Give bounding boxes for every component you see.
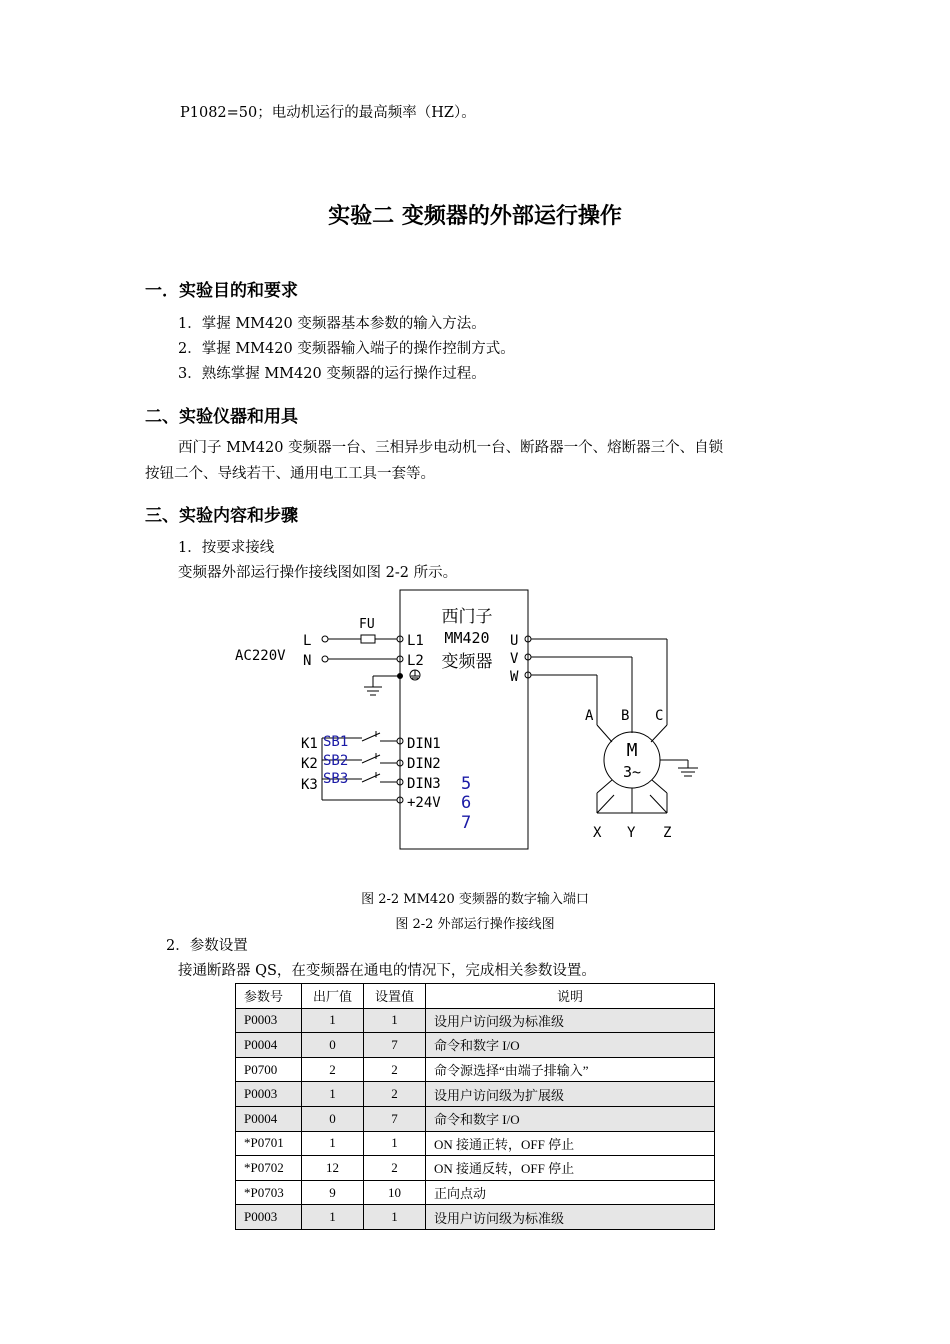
intro-line: P1082=50；电动机运行的最高频率（HZ）。 <box>180 105 476 121</box>
list-item: 2．掌握 MM420 变频器输入端子的操作控制方式。 <box>178 341 515 357</box>
motor-c: C <box>655 708 664 724</box>
motor-a: A <box>585 708 594 724</box>
table-cell: 2 <box>364 1156 426 1181</box>
table-cell: P0003 <box>236 1082 302 1107</box>
table-row <box>236 1082 715 1107</box>
table-cell: 命令源选择“由端子排输入” <box>426 1057 715 1082</box>
table-cell: 设用户访问级为标准级 <box>426 1205 715 1230</box>
ground-icon <box>410 670 420 680</box>
term-w: W <box>510 669 519 685</box>
page-title: 实验二 变频器的外部运行操作 <box>328 204 622 229</box>
k3-label: K3 <box>301 777 318 793</box>
din2-label: DIN2 <box>407 756 441 772</box>
inverter-label: MM420 <box>444 629 490 647</box>
table-header: 设置值 <box>364 984 426 1009</box>
motor-b: B <box>621 708 630 724</box>
plus24-label: +24V <box>407 795 441 811</box>
table-cell: 1 <box>302 1082 364 1107</box>
table-header: 参数号 <box>236 984 302 1009</box>
table-row <box>236 1008 715 1033</box>
table-cell: 1 <box>302 1205 364 1230</box>
table-cell: 2 <box>364 1082 426 1107</box>
paragraph-line: 按钮二个、导线若干、通用电工工具一套等。 <box>145 466 435 482</box>
table-cell: P0003 <box>236 1008 302 1033</box>
sb2-label: SB2 <box>323 753 349 769</box>
table-cell: *P0701 <box>236 1131 302 1156</box>
motor-x: X <box>593 825 602 841</box>
terminal-number: 6 <box>461 793 472 813</box>
table-header: 出厂值 <box>302 984 364 1009</box>
table-cell: 9 <box>302 1180 364 1205</box>
table-row <box>236 1180 715 1205</box>
term-v: V <box>510 651 519 667</box>
din1-label: DIN1 <box>407 736 441 752</box>
table-cell: 1 <box>364 1131 426 1156</box>
supply-label: AC220V <box>235 648 286 664</box>
table-cell: 10 <box>364 1180 426 1205</box>
table-cell: 设用户访问级为标准级 <box>426 1008 715 1033</box>
list-item: 3．熟练掌握 MM420 变频器的运行操作过程。 <box>178 366 486 382</box>
section3-heading: 三、实验内容和步骤 <box>145 506 298 526</box>
table-cell: ON 接通正转，OFF 停止 <box>426 1131 715 1156</box>
table-cell: 设用户访问级为扩展级 <box>426 1082 715 1107</box>
step1-description: 变频器外部运行操作接线图如图 2-2 所示。 <box>178 565 458 581</box>
table-cell: 2 <box>364 1057 426 1082</box>
table-cell: *P0702 <box>236 1156 302 1181</box>
motor-z: Z <box>663 825 672 841</box>
step1-label: 1．按要求接线 <box>178 540 275 556</box>
term-l1: L1 <box>407 633 424 649</box>
table-row <box>236 1205 715 1230</box>
motor-phase: 3~ <box>622 763 642 781</box>
inverter-label: 西门子 <box>441 607 493 627</box>
sb1-label: SB1 <box>323 734 349 750</box>
table-cell: 0 <box>302 1106 364 1131</box>
figure-caption: 图 2-2 MM420 变频器的数字输入端口 <box>361 892 589 907</box>
table-cell: 2 <box>302 1057 364 1082</box>
table-row <box>236 1106 715 1131</box>
table-cell: ON 接通反转，OFF 停止 <box>426 1156 715 1181</box>
table-cell: 1 <box>364 1205 426 1230</box>
motor-label: M <box>626 740 638 761</box>
inverter-label: 变频器 <box>441 652 493 672</box>
fuse-label: FU <box>359 617 375 632</box>
wiring-diagram <box>225 585 705 855</box>
table-cell: P0004 <box>236 1033 302 1058</box>
line-n-label: N <box>303 653 312 669</box>
terminal-number: 7 <box>461 813 472 833</box>
table-header-row <box>236 984 715 1009</box>
table-cell: 命令和数字 I/O <box>426 1106 715 1131</box>
table-cell: 1 <box>364 1008 426 1033</box>
sb3-label: SB3 <box>323 771 349 787</box>
table-row <box>236 1033 715 1058</box>
table-cell: P0004 <box>236 1106 302 1131</box>
fuse-icon <box>361 635 375 643</box>
step2-label: 2．参数设置 <box>166 938 248 954</box>
table-row <box>236 1131 715 1156</box>
term-l2: L2 <box>407 653 424 669</box>
table-row <box>236 1057 715 1082</box>
table-cell: P0700 <box>236 1057 302 1082</box>
motor-y: Y <box>627 825 636 841</box>
table-cell: 7 <box>364 1033 426 1058</box>
table-cell: 正向点动 <box>426 1180 715 1205</box>
figure-caption: 图 2-2 外部运行操作接线图 <box>395 917 555 932</box>
k2-label: K2 <box>301 756 318 772</box>
table-cell: 1 <box>302 1131 364 1156</box>
paragraph-line: 西门子 MM420 变频器一台、三相异步电动机一台、断路器一个、熔断器三个、自锁 <box>178 440 724 456</box>
parameter-table <box>235 983 715 1230</box>
table-row <box>236 1156 715 1181</box>
term-u: U <box>510 633 519 649</box>
table-cell: 12 <box>302 1156 364 1181</box>
table-cell: 7 <box>364 1106 426 1131</box>
section1-heading: 一．实验目的和要求 <box>145 281 298 301</box>
din3-label: DIN3 <box>407 776 441 792</box>
table-cell: P0003 <box>236 1205 302 1230</box>
terminal-number: 5 <box>461 774 472 794</box>
line-l-label: L <box>303 633 312 649</box>
table-header: 说明 <box>426 984 715 1009</box>
k1-label: K1 <box>301 736 318 752</box>
table-cell: *P0703 <box>236 1180 302 1205</box>
table-cell: 1 <box>302 1008 364 1033</box>
table-cell: 命令和数字 I/O <box>426 1033 715 1058</box>
step2-description: 接通断路器 QS，在变频器在通电的情况下，完成相关参数设置。 <box>178 963 596 979</box>
section2-heading: 二、实验仪器和用具 <box>145 407 298 427</box>
table-cell: 0 <box>302 1033 364 1058</box>
list-item: 1．掌握 MM420 变频器基本参数的输入方法。 <box>178 316 486 332</box>
